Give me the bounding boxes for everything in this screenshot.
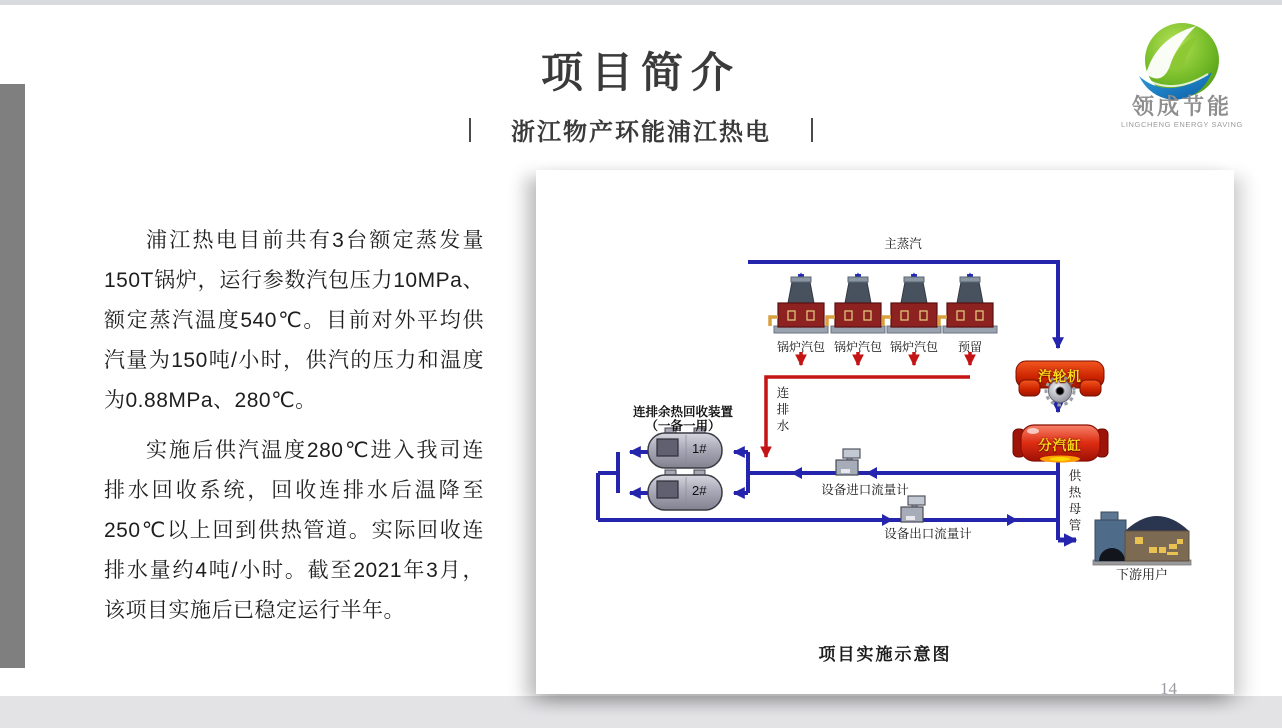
- boiler1-label: 锅炉汽包: [776, 340, 826, 354]
- boiler4-label: 预留: [957, 340, 983, 354]
- left-accent-bar: [0, 84, 25, 668]
- steam-cylinder-label: 分汽缸: [1038, 438, 1082, 453]
- logo-name: 领成节能: [1131, 94, 1233, 119]
- turbine-label: 汽轮机: [1038, 369, 1082, 384]
- recovery-device-subtitle: （一备一用）: [645, 419, 721, 433]
- boiler-icon: [827, 277, 885, 333]
- page-number: 14: [1160, 679, 1177, 698]
- subtitle-bar: [811, 118, 813, 142]
- outlet-flow-meter-icon: [901, 496, 925, 522]
- subtitle-bar: [469, 118, 471, 142]
- diagram-card: [536, 170, 1234, 694]
- tank2-label: 2#: [692, 483, 707, 498]
- paragraph-1: 浦江热电目前共有3台额定蒸发量150T锅炉，运行参数汽包压力10MPa、额定蒸汽温度540℃。目前对外平均供汽量为150吨/小时，供汽的压力和温度为0.88MPa、280℃。: [104, 229, 484, 412]
- outlet-flow-arrow: [1007, 514, 1018, 526]
- inlet-flow-arrow: [791, 467, 802, 479]
- boiler-icon: [883, 277, 941, 333]
- boiler2-label: 锅炉汽包: [833, 340, 883, 354]
- paragraph-2: 实施后供汽温度280℃进入我司连排水回收系统，回收连排水后温降至250℃以上回到供热管道。实际回收连排水量约4吨/小时。截至2021年3月，该项目实施后已稳定运行半年。: [104, 439, 484, 622]
- logo-tagline: LINGCHENG ENERGY SAVING: [1121, 120, 1243, 129]
- boiler-icon: [939, 277, 997, 333]
- tank-icon-1: [648, 428, 722, 468]
- boiler3-label: 锅炉汽包: [889, 340, 939, 354]
- inlet-flow-arrow: [866, 467, 877, 479]
- factory-icon: [1093, 512, 1191, 565]
- tank-icon-2: [648, 470, 722, 510]
- company-logo: [1112, 14, 1252, 134]
- blowdown-collector-pipe: [766, 377, 970, 457]
- outlet-meter-label: 设备出口流量计: [884, 527, 972, 541]
- bottom-strip: [0, 696, 1282, 728]
- main-steam-label: 主蒸汽: [884, 237, 922, 251]
- diagram-caption: 项目实施示意图: [818, 645, 952, 664]
- page-title: 项目简介: [540, 51, 741, 97]
- inlet-flow-meter-icon: [836, 449, 860, 475]
- subtitle: 浙江物产环能浦江热电: [511, 119, 771, 146]
- tank1-label: 1#: [692, 441, 707, 456]
- slide-header: [0, 40, 1282, 147]
- inlet-meter-label: 设备进口流量计: [821, 483, 909, 497]
- recovery-device-title: 连排余热回收装置: [632, 405, 734, 419]
- boiler-icon: [770, 277, 828, 333]
- downstream-users-label: 下游用户: [1115, 567, 1169, 582]
- top-strip: [0, 0, 1282, 5]
- subtitle-row: [0, 112, 1282, 147]
- body-text-block: [104, 221, 484, 631]
- blowdown-water-label: 连排水: [775, 386, 789, 436]
- heat-supply-main-label: 供热母管: [1067, 469, 1081, 535]
- logo-sphere-icon: [1139, 23, 1219, 100]
